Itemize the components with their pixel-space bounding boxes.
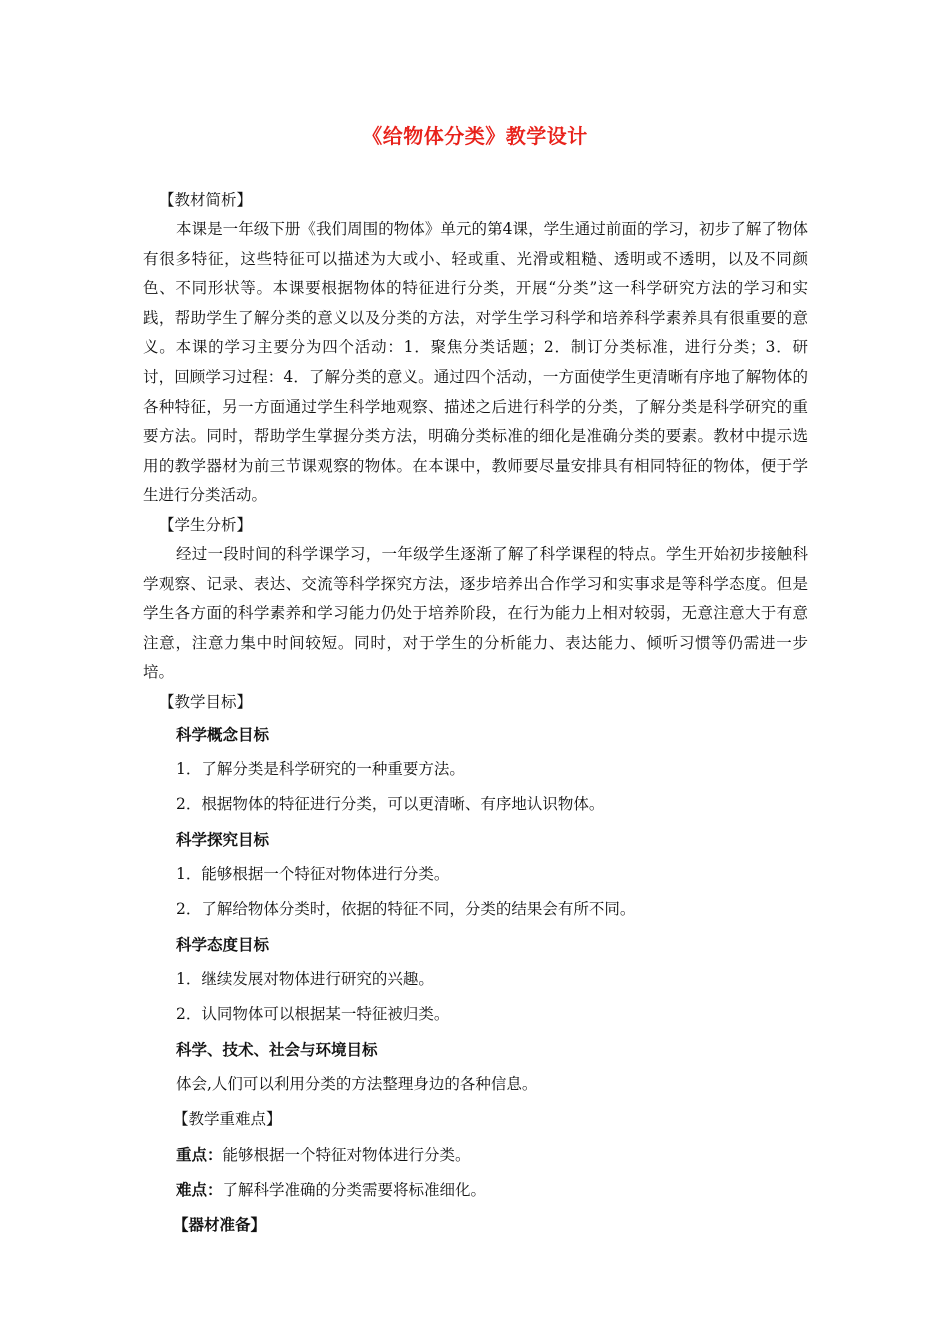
difficult-point-text: 了解科学准确的分类需要将标准细化。	[222, 1180, 487, 1199]
student-analysis-paragraph: 经过一段时间的科学课学习，一年级学生逐渐了解了科学课程的特点。学生开始初步接触科学观察、记录、表达、交流等科学探究方法，逐步培养出合作学习和实事求是等科学态度。但是学生各方面的科学素养和学习能力仍处于培养阶段，在行为能力上相对较弱，无意注意大于有意注意，注意力集中时间较短。同时，对于学生的分析能力、表达能力、倾听习惯等仍需进一步培。	[143, 544, 808, 682]
section-heading-teaching-goals: 【教学目标】	[159, 692, 253, 711]
goal-item: 2．根据物体的特征进行分类，可以更清晰、有序地认识物体。	[176, 794, 605, 813]
goal-item: 1．了解分类是科学研究的一种重要方法。	[176, 759, 465, 778]
goal-heading-science-attitude: 科学态度目标	[176, 934, 270, 954]
document-title: 《给物体分类》教学设计	[362, 124, 588, 148]
key-point-text: 能够根据一个特征对物体进行分类。	[222, 1145, 471, 1164]
difficult-point-label: 难点：	[176, 1179, 223, 1199]
goal-heading-science-inquiry: 科学探究目标	[176, 829, 270, 849]
document-body	[143, 186, 808, 1242]
goal-heading-science-concept: 科学概念目标	[176, 724, 270, 744]
goal-item: 2．了解给物体分类时，依据的特征不同，分类的结果会有所不同。	[176, 899, 636, 918]
goal-item: 体会,人们可以利用分类的方法整理身边的各种信息。	[176, 1074, 538, 1093]
goal-item: 2．认同物体可以根据某一特征被归类。	[176, 1004, 450, 1023]
key-point-label: 重点：	[176, 1144, 223, 1164]
section-heading-textbook-analysis: 【教材简析】	[159, 191, 253, 209]
key-point-line	[143, 1137, 808, 1172]
section-heading-materials: 【器材准备】	[173, 1214, 267, 1234]
goal-item: 1．继续发展对物体进行研究的兴趣。	[176, 969, 434, 988]
difficult-point-line	[143, 1172, 808, 1207]
textbook-analysis-paragraph: 本课是一年级下册《我们周围的物体》单元的第4课，学生通过前面的学习，初步了解了物体有很多特征，这些特征可以描述为大或小、轻或重、光滑或粗糙、透明或不透明，以及不同颜色、不同形状等。本课要根据物体的特征进行分类，开展“分类”这一科学研究方法的学习和实践，帮助学生了解分类的意义以及分类的方法，对学生学习科学和培养科学素养具有很重要的意义。本课的学习主要分为四个活动：1．聚焦分类话题；2．制订分类标准，进行分类；3．研讨，回顾学习过程：4．了解分类的意义。通过四个活动，一方面使学生更清晰有序地了解物体的各种特征，另一方面通过学生科学地观察、描述之后进行科学的分类，了解分类是科学研究的重要方法。同时，帮助学生掌握分类方法，明确分类标准的细化是准确分类的要素。教材中提示选用的教学器材为前三节课观察的物体。在本课中，教师要尽量安排具有相同特征的物体，便于学生进行分类活动。	[143, 220, 808, 505]
section-heading-student-analysis: 【学生分析】	[159, 515, 253, 534]
section-heading-key-difficult-points: 【教学重难点】	[173, 1109, 282, 1128]
goal-heading-stse: 科学、技术、社会与环境目标	[176, 1039, 378, 1059]
goal-item: 1．能够根据一个特征对物体进行分类。	[176, 864, 450, 883]
